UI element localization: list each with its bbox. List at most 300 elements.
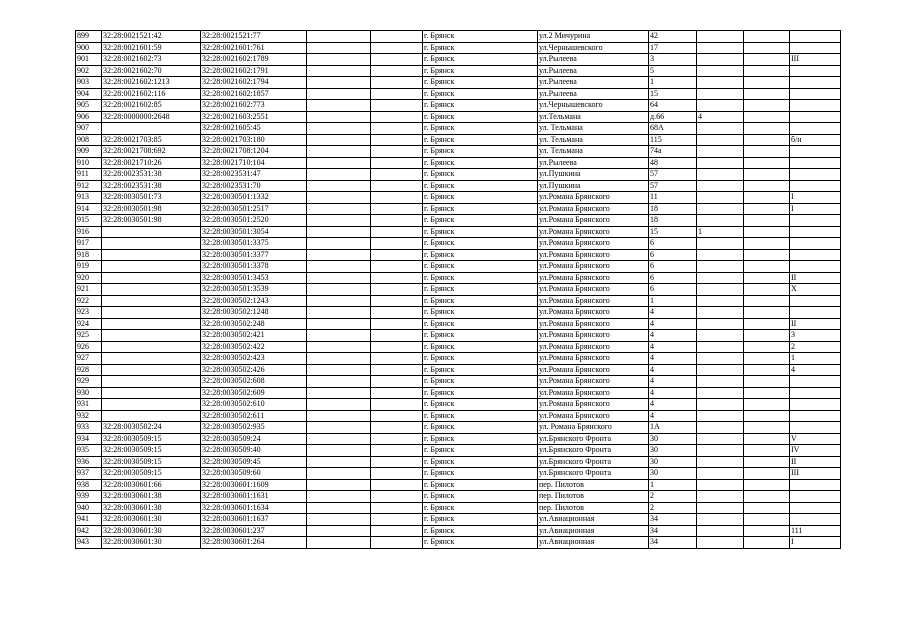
empty-cell-b [371, 410, 423, 422]
empty-cell-c [744, 364, 790, 376]
house-number-cell: 4 [649, 353, 697, 365]
row-number-cell: 942 [76, 525, 102, 537]
table-row [76, 295, 841, 307]
empty-cell-a [307, 479, 371, 491]
house-number-cell: 15 [649, 226, 697, 238]
building-cell [697, 502, 744, 514]
table-row [76, 261, 841, 273]
empty-cell-a [307, 180, 371, 192]
city-cell: г. Брянск [423, 525, 538, 537]
empty-cell-c [744, 525, 790, 537]
empty-cell-c [744, 410, 790, 422]
building-cell [697, 42, 744, 54]
house-number-cell: 34 [649, 537, 697, 549]
empty-cell-c [744, 387, 790, 399]
cadastral-number-cell: 32:28:0030502:1243 [201, 295, 307, 307]
empty-cell-b [371, 502, 423, 514]
empty-cell-c [744, 341, 790, 353]
premises-cell: II [790, 318, 841, 330]
premises-cell [790, 111, 841, 123]
building-cell [697, 31, 744, 43]
city-cell: г. Брянск [423, 203, 538, 215]
table-row [76, 364, 841, 376]
house-number-cell: 5 [649, 65, 697, 77]
empty-cell-a [307, 307, 371, 319]
empty-cell-c [744, 65, 790, 77]
empty-cell-b [371, 215, 423, 227]
house-number-cell: 30 [649, 445, 697, 457]
cadastral-number-cell: 32:28:0030501:3054 [201, 226, 307, 238]
empty-cell-a [307, 364, 371, 376]
cadastral-number-cell: 32:28:0021708:1204 [201, 146, 307, 158]
city-cell: г. Брянск [423, 54, 538, 66]
table-row [76, 54, 841, 66]
table-row [76, 514, 841, 526]
street-cell: ул.Рылеева [538, 88, 649, 100]
city-cell: г. Брянск [423, 514, 538, 526]
cadastral-block-cell: 32:28:0021602:73 [102, 54, 201, 66]
cadastral-block-cell: 32:28:0030601:38 [102, 502, 201, 514]
empty-cell-b [371, 146, 423, 158]
building-cell [697, 456, 744, 468]
house-number-cell: 4 [649, 341, 697, 353]
empty-cell-a [307, 330, 371, 342]
street-cell: ул.2 Мичурина [538, 31, 649, 43]
empty-cell-b [371, 445, 423, 457]
empty-cell-b [371, 433, 423, 445]
empty-cell-c [744, 272, 790, 284]
empty-cell-a [307, 272, 371, 284]
cadastral-number-cell: 32:28:0030502:609 [201, 387, 307, 399]
empty-cell-a [307, 249, 371, 261]
city-cell: г. Брянск [423, 537, 538, 549]
building-cell [697, 180, 744, 192]
house-number-cell: 30 [649, 468, 697, 480]
table-row [76, 123, 841, 135]
house-number-cell: 6 [649, 249, 697, 261]
empty-cell-b [371, 261, 423, 273]
cadastral-number-cell: 32:28:0030501:2517 [201, 203, 307, 215]
empty-cell-a [307, 387, 371, 399]
building-cell [697, 387, 744, 399]
building-cell [697, 100, 744, 112]
empty-cell-c [744, 502, 790, 514]
empty-cell-b [371, 284, 423, 296]
empty-cell-a [307, 42, 371, 54]
empty-cell-a [307, 491, 371, 503]
empty-cell-b [371, 341, 423, 353]
house-number-cell: д.66 [649, 111, 697, 123]
address-table [75, 30, 841, 549]
premises-cell [790, 491, 841, 503]
premises-cell [790, 238, 841, 250]
empty-cell-c [744, 226, 790, 238]
empty-cell-c [744, 284, 790, 296]
building-cell [697, 169, 744, 181]
cadastral-number-cell: 32:28:0023531:47 [201, 169, 307, 181]
street-cell: ул.Романа Брянского [538, 376, 649, 388]
building-cell [697, 410, 744, 422]
building-cell [697, 261, 744, 273]
empty-cell-a [307, 169, 371, 181]
city-cell: г. Брянск [423, 31, 538, 43]
city-cell: г. Брянск [423, 399, 538, 411]
empty-cell-b [371, 180, 423, 192]
city-cell: г. Брянск [423, 77, 538, 89]
empty-cell-c [744, 238, 790, 250]
empty-cell-a [307, 525, 371, 537]
cadastral-number-cell: 32:28:0030502:611 [201, 410, 307, 422]
cadastral-block-cell [102, 261, 201, 273]
cadastral-block-cell [102, 284, 201, 296]
row-number-cell: 917 [76, 238, 102, 250]
street-cell: ул.Брянского Фронта [538, 468, 649, 480]
cadastral-block-cell [102, 123, 201, 135]
street-cell: ул. Тельмана [538, 146, 649, 158]
row-number-cell: 941 [76, 514, 102, 526]
empty-cell-b [371, 399, 423, 411]
empty-cell-a [307, 399, 371, 411]
empty-cell-c [744, 353, 790, 365]
street-cell: ул.Романа Брянского [538, 261, 649, 273]
row-number-cell: 925 [76, 330, 102, 342]
empty-cell-a [307, 456, 371, 468]
street-cell: ул. Тельмана [538, 134, 649, 146]
empty-cell-a [307, 353, 371, 365]
street-cell: ул.Романа Брянского [538, 284, 649, 296]
empty-cell-c [744, 295, 790, 307]
empty-cell-b [371, 42, 423, 54]
table-row [76, 31, 841, 43]
premises-cell: 4 [790, 364, 841, 376]
premises-cell [790, 307, 841, 319]
building-cell [697, 65, 744, 77]
empty-cell-a [307, 295, 371, 307]
house-number-cell: 6 [649, 238, 697, 250]
row-number-cell: 932 [76, 410, 102, 422]
cadastral-block-cell: 32:28:0021602:70 [102, 65, 201, 77]
cadastral-block-cell [102, 249, 201, 261]
house-number-cell: 74а [649, 146, 697, 158]
empty-cell-b [371, 307, 423, 319]
house-number-cell: 1 [649, 295, 697, 307]
building-cell [697, 295, 744, 307]
street-cell: ул.Рылеева [538, 65, 649, 77]
street-cell: ул. Тельмана [538, 123, 649, 135]
city-cell: г. Брянск [423, 318, 538, 330]
row-number-cell: 912 [76, 180, 102, 192]
house-number-cell: 6 [649, 284, 697, 296]
street-cell: пер. Пилотов [538, 502, 649, 514]
premises-cell [790, 157, 841, 169]
city-cell: г. Брянск [423, 353, 538, 365]
cadastral-block-cell [102, 226, 201, 238]
cadastral-number-cell: 32:28:0030601:1634 [201, 502, 307, 514]
premises-cell [790, 31, 841, 43]
table-row [76, 399, 841, 411]
cadastral-block-cell: 32:28:0030601:30 [102, 525, 201, 537]
cadastral-number-cell: 32:28:0030502:423 [201, 353, 307, 365]
street-cell: ул.Брянского Фронта [538, 445, 649, 457]
city-cell: г. Брянск [423, 456, 538, 468]
building-cell [697, 192, 744, 204]
building-cell [697, 307, 744, 319]
city-cell: г. Брянск [423, 88, 538, 100]
empty-cell-b [371, 514, 423, 526]
row-number-cell: 900 [76, 42, 102, 54]
table-row [76, 146, 841, 158]
empty-cell-b [371, 468, 423, 480]
building-cell [697, 284, 744, 296]
cadastral-number-cell: 32:28:0030501:3539 [201, 284, 307, 296]
cadastral-block-cell [102, 307, 201, 319]
building-cell [697, 54, 744, 66]
street-cell: ул.Романа Брянского [538, 341, 649, 353]
premises-cell [790, 42, 841, 54]
building-cell [697, 318, 744, 330]
row-number-cell: 914 [76, 203, 102, 215]
empty-cell-a [307, 54, 371, 66]
cadastral-number-cell: 32:28:0030501:3377 [201, 249, 307, 261]
cadastral-number-cell: 32:28:0021603:2551 [201, 111, 307, 123]
empty-cell-a [307, 238, 371, 250]
empty-cell-a [307, 215, 371, 227]
empty-cell-a [307, 77, 371, 89]
city-cell: г. Брянск [423, 445, 538, 457]
empty-cell-a [307, 100, 371, 112]
street-cell: ул.Романа Брянского [538, 387, 649, 399]
premises-cell [790, 215, 841, 227]
cadastral-number-cell: 32:28:0030502:248 [201, 318, 307, 330]
house-number-cell: 4 [649, 318, 697, 330]
street-cell: ул.Чернышевского [538, 42, 649, 54]
street-cell: ул.Романа Брянского [538, 203, 649, 215]
empty-cell-b [371, 422, 423, 434]
street-cell: ул.Романа Брянского [538, 249, 649, 261]
row-number-cell: 926 [76, 341, 102, 353]
city-cell: г. Брянск [423, 111, 538, 123]
cadastral-block-cell: 32:28:0030501:98 [102, 215, 201, 227]
table-row [76, 169, 841, 181]
empty-cell-c [744, 134, 790, 146]
row-number-cell: 902 [76, 65, 102, 77]
empty-cell-c [744, 203, 790, 215]
street-cell: ул.Романа Брянского [538, 318, 649, 330]
house-number-cell: 68А [649, 123, 697, 135]
table-row [76, 180, 841, 192]
city-cell: г. Брянск [423, 134, 538, 146]
cadastral-number-cell: 32:28:0030601:264 [201, 537, 307, 549]
empty-cell-b [371, 238, 423, 250]
street-cell: ул.Романа Брянского [538, 399, 649, 411]
city-cell: г. Брянск [423, 226, 538, 238]
city-cell: г. Брянск [423, 307, 538, 319]
empty-cell-c [744, 491, 790, 503]
table-row [76, 387, 841, 399]
premises-cell [790, 123, 841, 135]
house-number-cell: 30 [649, 433, 697, 445]
building-cell [697, 514, 744, 526]
cadastral-block-cell: 32:28:0023531:38 [102, 180, 201, 192]
empty-cell-a [307, 468, 371, 480]
cadastral-block-cell: 32:28:0021602:85 [102, 100, 201, 112]
empty-cell-c [744, 399, 790, 411]
empty-cell-b [371, 318, 423, 330]
city-cell: г. Брянск [423, 146, 538, 158]
street-cell: ул.Романа Брянского [538, 272, 649, 284]
empty-cell-c [744, 261, 790, 273]
row-number-cell: 901 [76, 54, 102, 66]
premises-cell: IV [790, 445, 841, 457]
cadastral-block-cell [102, 341, 201, 353]
cadastral-block-cell: 32:28:0021521:42 [102, 31, 201, 43]
cadastral-number-cell: 32:28:0030601:237 [201, 525, 307, 537]
house-number-cell: 4 [649, 387, 697, 399]
cadastral-number-cell: 32:28:0030509:40 [201, 445, 307, 457]
city-cell: г. Брянск [423, 215, 538, 227]
building-cell [697, 468, 744, 480]
cadastral-number-cell: 32:28:0021602:1791 [201, 65, 307, 77]
city-cell: г. Брянск [423, 422, 538, 434]
city-cell: г. Брянск [423, 238, 538, 250]
house-number-cell: 1 [649, 77, 697, 89]
empty-cell-a [307, 134, 371, 146]
empty-cell-c [744, 169, 790, 181]
building-cell [697, 433, 744, 445]
table-row [76, 491, 841, 503]
house-number-cell: 34 [649, 514, 697, 526]
row-number-cell: 929 [76, 376, 102, 388]
empty-cell-c [744, 376, 790, 388]
cadastral-number-cell: 32:28:0030501:3453 [201, 272, 307, 284]
cadastral-number-cell: 32:28:0030502:422 [201, 341, 307, 353]
premises-cell: I [790, 537, 841, 549]
cadastral-block-cell: 32:28:0023531:38 [102, 169, 201, 181]
table-row [76, 456, 841, 468]
building-cell [697, 88, 744, 100]
house-number-cell: 4 [649, 330, 697, 342]
house-number-cell: 4 [649, 410, 697, 422]
building-cell [697, 215, 744, 227]
table-row [76, 284, 841, 296]
empty-cell-a [307, 318, 371, 330]
empty-cell-c [744, 42, 790, 54]
empty-cell-a [307, 422, 371, 434]
building-cell [697, 364, 744, 376]
empty-cell-a [307, 192, 371, 204]
table-row [76, 341, 841, 353]
empty-cell-c [744, 192, 790, 204]
house-number-cell: 2 [649, 502, 697, 514]
cadastral-block-cell [102, 272, 201, 284]
cadastral-block-cell: 32:28:0030501:73 [102, 192, 201, 204]
premises-cell: б/н [790, 134, 841, 146]
empty-cell-b [371, 203, 423, 215]
city-cell: г. Брянск [423, 180, 538, 192]
cadastral-number-cell: 32:28:0021601:761 [201, 42, 307, 54]
premises-cell: 111 [790, 525, 841, 537]
premises-cell [790, 376, 841, 388]
house-number-cell: 64 [649, 100, 697, 112]
empty-cell-a [307, 410, 371, 422]
building-cell [697, 399, 744, 411]
house-number-cell: 1 [649, 479, 697, 491]
empty-cell-c [744, 180, 790, 192]
street-cell: ул.Брянского Фронта [538, 456, 649, 468]
cadastral-block-cell: 32:28:0030509:15 [102, 456, 201, 468]
row-number-cell: 922 [76, 295, 102, 307]
cadastral-number-cell: 32:28:0021703:180 [201, 134, 307, 146]
table-row [76, 537, 841, 549]
cadastral-block-cell: 32:28:0030601:66 [102, 479, 201, 491]
cadastral-block-cell: 32:28:0021703:85 [102, 134, 201, 146]
cadastral-block-cell [102, 376, 201, 388]
premises-cell [790, 410, 841, 422]
street-cell: ул.Романа Брянского [538, 295, 649, 307]
cadastral-number-cell: 32:28:0021602:1789 [201, 54, 307, 66]
premises-cell: 3 [790, 330, 841, 342]
cadastral-block-cell [102, 318, 201, 330]
table-row [76, 65, 841, 77]
city-cell: г. Брянск [423, 364, 538, 376]
city-cell: г. Брянск [423, 123, 538, 135]
building-cell [697, 353, 744, 365]
table-row [76, 525, 841, 537]
house-number-cell: 4 [649, 364, 697, 376]
city-cell: г. Брянск [423, 468, 538, 480]
cadastral-number-cell: 32:28:0030501:2520 [201, 215, 307, 227]
cadastral-block-cell: 32:28:0021601:59 [102, 42, 201, 54]
street-cell: ул. Романа Брянского [538, 422, 649, 434]
cadastral-block-cell [102, 387, 201, 399]
row-number-cell: 937 [76, 468, 102, 480]
street-cell: пер. Пилотов [538, 479, 649, 491]
premises-cell [790, 226, 841, 238]
premises-cell [790, 479, 841, 491]
empty-cell-b [371, 88, 423, 100]
table-row [76, 157, 841, 169]
empty-cell-a [307, 226, 371, 238]
building-cell [697, 249, 744, 261]
row-number-cell: 933 [76, 422, 102, 434]
table-row [76, 445, 841, 457]
premises-cell: III [790, 468, 841, 480]
empty-cell-b [371, 111, 423, 123]
row-number-cell: 913 [76, 192, 102, 204]
building-cell: 4 [697, 111, 744, 123]
premises-cell: II [790, 272, 841, 284]
table-row [76, 502, 841, 514]
cadastral-block-cell: 32:28:0030601:30 [102, 537, 201, 549]
empty-cell-a [307, 146, 371, 158]
table-row [76, 203, 841, 215]
cadastral-block-cell: 32:28:0030501:98 [102, 203, 201, 215]
table-row [76, 226, 841, 238]
cadastral-block-cell [102, 330, 201, 342]
cadastral-number-cell: 32:28:0030509:60 [201, 468, 307, 480]
building-cell [697, 445, 744, 457]
empty-cell-a [307, 111, 371, 123]
empty-cell-c [744, 111, 790, 123]
table-row [76, 215, 841, 227]
city-cell: г. Брянск [423, 192, 538, 204]
house-number-cell: 4 [649, 399, 697, 411]
empty-cell-c [744, 514, 790, 526]
document-page [75, 30, 840, 549]
building-cell [697, 491, 744, 503]
row-number-cell: 928 [76, 364, 102, 376]
table-row [76, 88, 841, 100]
